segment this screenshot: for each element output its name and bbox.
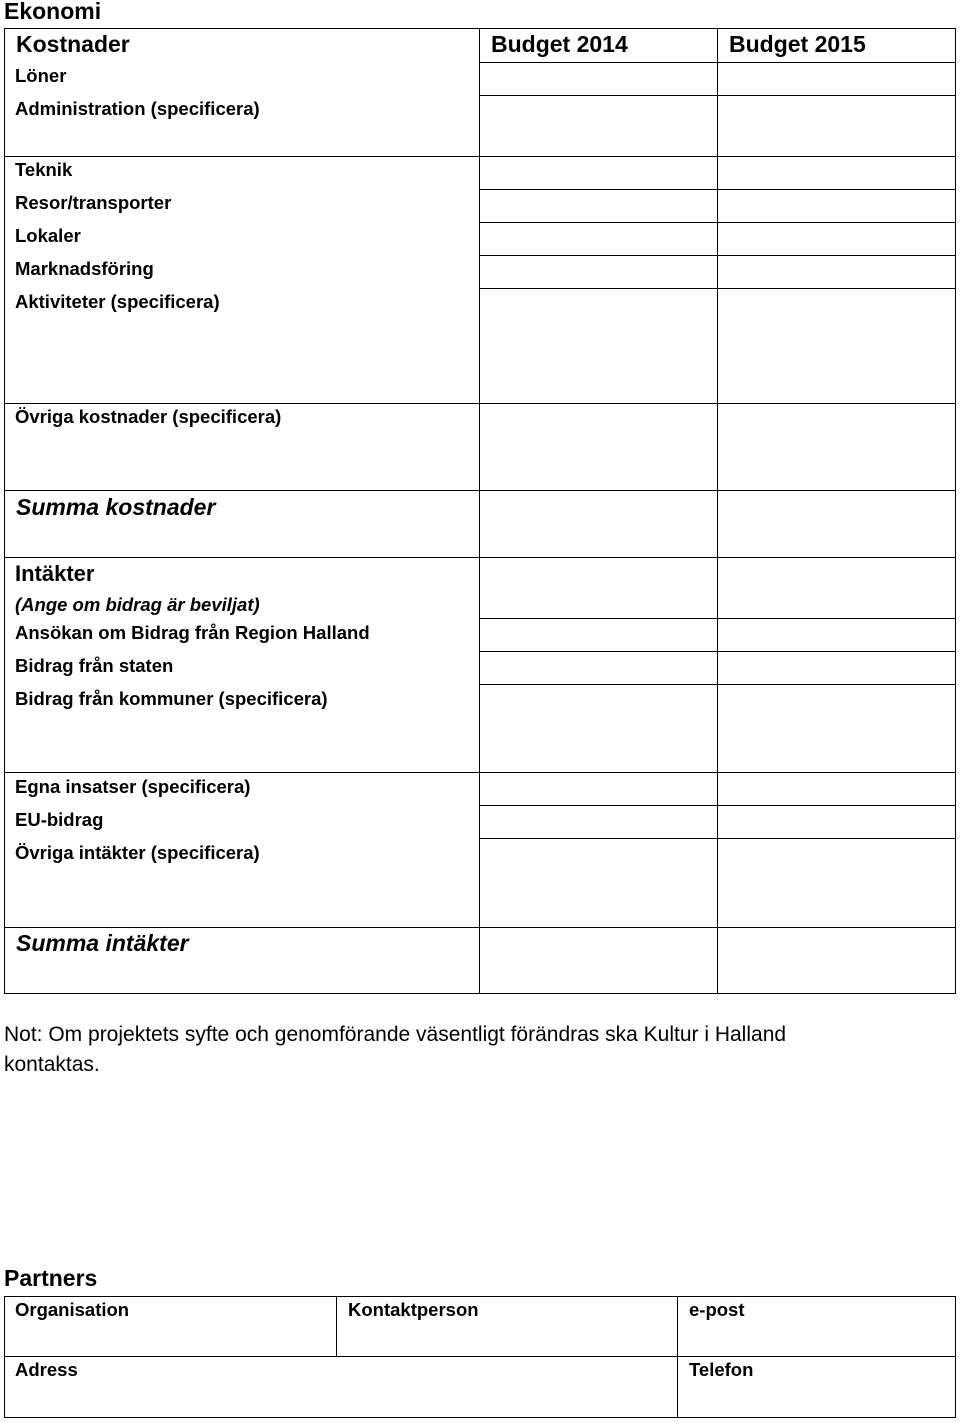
header-organisation: Organisation	[15, 1299, 130, 1320]
intakter-heading: Intäkter	[15, 561, 95, 586]
row-ovriga-intakter: Övriga intäkter (specificera)	[15, 842, 260, 863]
row-aktiviteter: Aktiviteter (specificera)	[15, 291, 220, 312]
section-title-partners: Partners	[4, 1265, 98, 1291]
row-egna-insatser: Egna insatser (specificera)	[15, 776, 251, 797]
summa-intakter: Summa intäkter	[16, 930, 189, 956]
row-resor: Resor/transporter	[15, 192, 172, 213]
header-adress: Adress	[15, 1359, 78, 1380]
row-administration: Administration (specificera)	[15, 98, 260, 119]
header-budget-2014: Budget 2014	[491, 31, 628, 57]
row-ovriga-kostnader: Övriga kostnader (specificera)	[15, 406, 282, 427]
header-kostnader: Kostnader	[16, 31, 130, 57]
header-epost: e-post	[689, 1299, 745, 1320]
header-kontaktperson: Kontaktperson	[348, 1299, 479, 1320]
row-bidrag-staten: Bidrag från staten	[15, 655, 174, 676]
note-paragraph: Not: Om projektets syfte och genomförande väsentligt förändras ska Kultur i Halland kontaktas.	[4, 1023, 787, 1076]
summa-kostnader: Summa kostnader	[16, 494, 216, 520]
row-lokaler: Lokaler	[15, 225, 81, 246]
intakter-note: (Ange om bidrag är beviljat)	[15, 594, 260, 615]
section-title-ekonomi: Ekonomi	[4, 0, 102, 24]
row-marknadsforing: Marknadsföring	[15, 258, 154, 279]
header-telefon: Telefon	[689, 1359, 754, 1380]
row-teknik: Teknik	[15, 159, 73, 180]
row-eu-bidrag: EU-bidrag	[15, 809, 104, 830]
row-bidrag-kommuner: Bidrag från kommuner (specificera)	[15, 688, 328, 709]
header-budget-2015: Budget 2015	[729, 31, 866, 57]
row-region-halland: Ansökan om Bidrag från Region Halland	[15, 622, 370, 643]
row-loner: Löner	[15, 65, 67, 86]
